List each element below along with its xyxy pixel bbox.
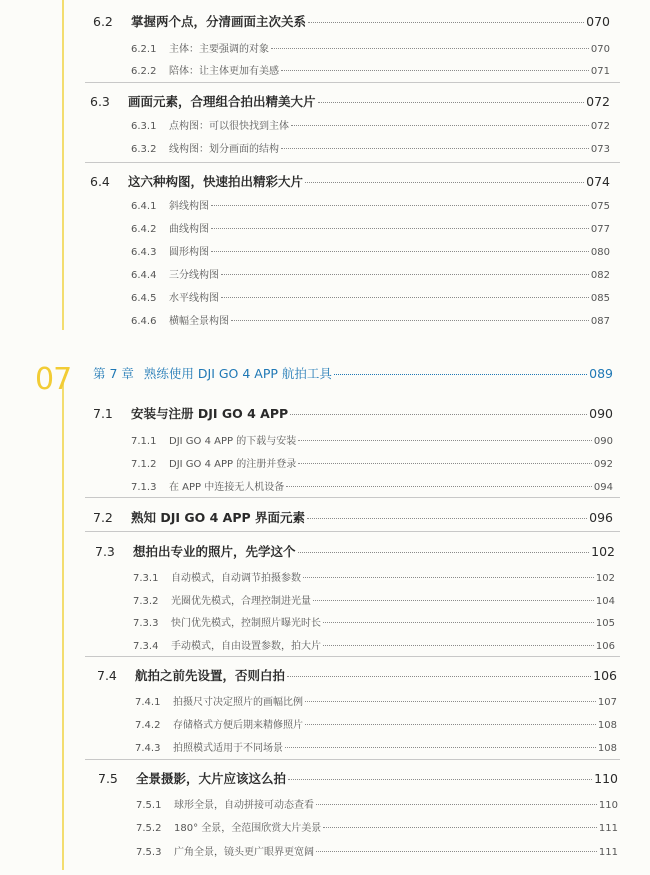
- toc-subsection-entry[interactable]: [131, 289, 610, 304]
- entry-title: 曲线构图: [169, 224, 209, 235]
- entry-number: 7.5: [98, 771, 118, 786]
- entry-title: 斜线构图: [169, 201, 209, 212]
- section-divider: [85, 82, 620, 83]
- entry-page: 082: [590, 270, 610, 281]
- entry-page: 105: [595, 618, 615, 629]
- toc-subsection-entry[interactable]: [131, 40, 610, 55]
- entry-title: 在 APP 中连接无人机设备: [169, 482, 285, 493]
- entry-title: 快门优先模式，控制照片曝光时长: [171, 618, 321, 629]
- entry-number: 6.4.3: [131, 247, 157, 258]
- entry-page: 094: [593, 482, 613, 493]
- toc-section-entry[interactable]: [97, 666, 617, 684]
- toc-section-entry[interactable]: [93, 508, 613, 526]
- chapter-heading[interactable]: [93, 364, 613, 382]
- entry-page: 110: [598, 800, 618, 811]
- dot-leader: [307, 518, 587, 519]
- entry-page: 090: [593, 436, 613, 447]
- entry-number: 6.3: [90, 94, 110, 109]
- entry-number: 7.1: [93, 406, 113, 421]
- toc-subsection-entry[interactable]: [133, 569, 615, 584]
- entry-title: 这六种构图，快速拍出精彩大片: [128, 174, 304, 189]
- toc-subsection-entry[interactable]: [131, 243, 610, 258]
- entry-number: 6.4.5: [131, 293, 157, 304]
- entry-number: 7.3.4: [133, 641, 159, 652]
- entry-title: 点构图：可以很快找到主体: [169, 121, 289, 132]
- dot-leader: [298, 552, 590, 553]
- entry-page: 108: [597, 720, 617, 731]
- entry-number: 7.4.1: [135, 697, 161, 708]
- entry-number: 6.2.2: [131, 66, 157, 77]
- entry-number: 6.2.1: [131, 44, 157, 55]
- dot-leader: [271, 48, 589, 49]
- toc-section-entry[interactable]: [90, 92, 610, 110]
- entry-title: 广角全景，镜头更广眼界更宽阔: [174, 847, 314, 858]
- entry-page: 104: [595, 596, 615, 607]
- entry-title: 熟知 DJI GO 4 APP 界面元素: [131, 510, 306, 525]
- entry-page: 073: [590, 144, 610, 155]
- dot-leader: [290, 414, 587, 415]
- entry-title: DJI GO 4 APP 的注册并登录: [169, 459, 297, 470]
- entry-page: 110: [594, 771, 618, 786]
- entry-number: 6.4.1: [131, 201, 157, 212]
- dot-leader: [298, 440, 592, 441]
- entry-number: 7.5.1: [136, 800, 162, 811]
- entry-number: 7.4: [97, 668, 117, 683]
- margin-rule-bottom: [62, 380, 64, 870]
- dot-leader: [323, 827, 597, 828]
- entry-page: 092: [593, 459, 613, 470]
- entry-number: 7.3.1: [133, 573, 159, 584]
- dot-leader: [291, 125, 589, 126]
- entry-title: 存储格式方便后期来精修照片: [173, 720, 303, 731]
- toc-subsection-entry[interactable]: [131, 140, 610, 155]
- entry-number: 7.3.3: [133, 618, 159, 629]
- entry-page: 090: [589, 406, 613, 421]
- toc-subsection-entry[interactable]: [131, 197, 610, 212]
- dot-leader: [313, 600, 594, 601]
- entry-title: 掌握两个点，分清画面主次关系: [131, 14, 307, 29]
- toc-subsection-entry[interactable]: [131, 432, 613, 447]
- entry-title: 拍摄尺寸决定照片的画幅比例: [173, 697, 303, 708]
- entry-title: 线构图：划分画面的结构: [169, 144, 279, 155]
- toc-subsection-entry[interactable]: [131, 478, 613, 493]
- toc-section-entry[interactable]: [90, 172, 610, 190]
- entry-title: 180° 全景，全范围欣赏大片美景: [174, 823, 322, 834]
- dot-leader: [287, 676, 591, 677]
- entry-number: 6.3.1: [131, 121, 157, 132]
- chapter-title: 熟练使用 DJI GO 4 APP 航拍工具: [143, 366, 332, 381]
- dot-leader: [286, 486, 592, 487]
- dot-leader: [281, 70, 589, 71]
- toc-section-entry[interactable]: [93, 404, 613, 422]
- entry-number: 6.4.2: [131, 224, 157, 235]
- entry-page: 087: [590, 316, 610, 327]
- entry-number: 7.4.3: [135, 743, 161, 754]
- entry-page: 096: [589, 510, 613, 525]
- dot-leader: [221, 297, 589, 298]
- toc-subsection-entry[interactable]: [136, 843, 618, 858]
- toc-section-entry[interactable]: [98, 769, 618, 787]
- entry-page: 108: [597, 743, 617, 754]
- entry-number: 7.5.2: [136, 823, 162, 834]
- entry-page: 072: [590, 121, 610, 132]
- dot-leader: [211, 205, 589, 206]
- toc-subsection-entry[interactable]: [133, 637, 615, 652]
- chapter-number-mark: 07: [35, 362, 72, 397]
- toc-subsection-entry[interactable]: [135, 716, 617, 731]
- dot-leader: [221, 274, 589, 275]
- dot-leader: [334, 374, 587, 375]
- dot-leader: [231, 320, 589, 321]
- dot-leader: [308, 22, 584, 23]
- dot-leader: [305, 701, 596, 702]
- entry-page: 111: [598, 847, 618, 858]
- entry-page: 085: [590, 293, 610, 304]
- entry-page: 077: [590, 224, 610, 235]
- entry-title: 手动模式，自由设置参数，拍大片: [171, 641, 321, 652]
- entry-title: 自动模式，自动调节拍摄参数: [171, 573, 301, 584]
- section-divider: [85, 531, 620, 532]
- entry-title: 全景摄影，大片应该这么拍: [136, 771, 287, 786]
- section-divider: [85, 162, 620, 163]
- entry-title: 想拍出专业的照片，先学这个: [133, 544, 296, 559]
- entry-title: 球形全景，自动拼接可动态查看: [174, 800, 314, 811]
- toc-subsection-entry[interactable]: [133, 592, 615, 607]
- toc-subsection-entry[interactable]: [131, 220, 610, 235]
- entry-page: 072: [586, 94, 610, 109]
- entry-number: 6.4.4: [131, 270, 157, 281]
- entry-page: 074: [586, 174, 610, 189]
- margin-rule-top: [62, 0, 64, 330]
- entry-page: 070: [586, 14, 610, 29]
- toc-subsection-entry[interactable]: [131, 312, 610, 327]
- dot-leader: [316, 804, 597, 805]
- chapter-page: 089: [589, 366, 613, 381]
- section-divider: [85, 656, 620, 657]
- entry-page: 107: [597, 697, 617, 708]
- dot-leader: [281, 148, 589, 149]
- entry-page: 102: [595, 573, 615, 584]
- entry-title: 拍照模式适用于不同场景: [173, 743, 283, 754]
- toc-subsection-entry[interactable]: [131, 62, 610, 77]
- dot-leader: [288, 779, 592, 780]
- entry-number: 7.3.2: [133, 596, 159, 607]
- entry-title: 航拍之前先设置，否则白拍: [135, 668, 286, 683]
- entry-title: 圆形构图: [169, 247, 209, 258]
- entry-title: 横幅全景构图: [169, 316, 229, 327]
- dot-leader: [316, 851, 597, 852]
- entry-title: 陪体：让主体更加有美感: [169, 66, 279, 77]
- entry-number: 7.1.2: [131, 459, 157, 470]
- dot-leader: [298, 463, 592, 464]
- dot-leader: [318, 102, 585, 103]
- entry-number: 6.4.6: [131, 316, 157, 327]
- entry-page: 075: [590, 201, 610, 212]
- entry-page: 080: [590, 247, 610, 258]
- entry-number: 7.3: [95, 544, 115, 559]
- toc-subsection-entry[interactable]: [136, 796, 618, 811]
- toc-subsection-entry[interactable]: [131, 455, 613, 470]
- entry-number: 7.2: [93, 510, 113, 525]
- entry-title: DJI GO 4 APP 的下载与安装: [169, 436, 297, 447]
- entry-title: 水平线构图: [169, 293, 219, 304]
- dot-leader: [323, 622, 594, 623]
- entry-page: 102: [591, 544, 615, 559]
- dot-leader: [323, 645, 594, 646]
- toc-subsection-entry[interactable]: [136, 819, 618, 834]
- toc-subsection-entry[interactable]: [135, 739, 617, 754]
- section-divider: [85, 759, 620, 760]
- entry-number: 7.1.1: [131, 436, 157, 447]
- toc-subsection-entry[interactable]: [135, 693, 617, 708]
- entry-page: 106: [595, 641, 615, 652]
- entry-title: 画面元素，合理组合拍出精美大片: [128, 94, 316, 109]
- entry-number: 7.5.3: [136, 847, 162, 858]
- dot-leader: [211, 251, 589, 252]
- entry-title: 安装与注册 DJI GO 4 APP: [131, 406, 289, 421]
- dot-leader: [211, 228, 589, 229]
- entry-title: 三分线构图: [169, 270, 219, 281]
- entry-page: 111: [598, 823, 618, 834]
- entry-number: 6.3.2: [131, 144, 157, 155]
- dot-leader: [303, 577, 594, 578]
- entry-number: 6.4: [90, 174, 110, 189]
- entry-number: 6.2: [93, 14, 113, 29]
- entry-title: 光圈优先模式，合理控制进光量: [171, 596, 311, 607]
- dot-leader: [305, 724, 596, 725]
- toc-subsection-entry[interactable]: [133, 614, 615, 629]
- toc-subsection-entry[interactable]: [131, 117, 610, 132]
- chapter-label: 第 7 章: [93, 366, 134, 381]
- dot-leader: [305, 182, 584, 183]
- entry-number: 7.4.2: [135, 720, 161, 731]
- toc-section-entry[interactable]: [93, 12, 610, 30]
- toc-section-entry[interactable]: [95, 542, 615, 560]
- section-divider: [85, 497, 620, 498]
- entry-page: 071: [590, 66, 610, 77]
- entry-number: 7.1.3: [131, 482, 157, 493]
- entry-page: 070: [590, 44, 610, 55]
- toc-subsection-entry[interactable]: [131, 266, 610, 281]
- dot-leader: [285, 747, 596, 748]
- entry-page: 106: [593, 668, 617, 683]
- entry-title: 主体：主要强调的对象: [169, 44, 269, 55]
